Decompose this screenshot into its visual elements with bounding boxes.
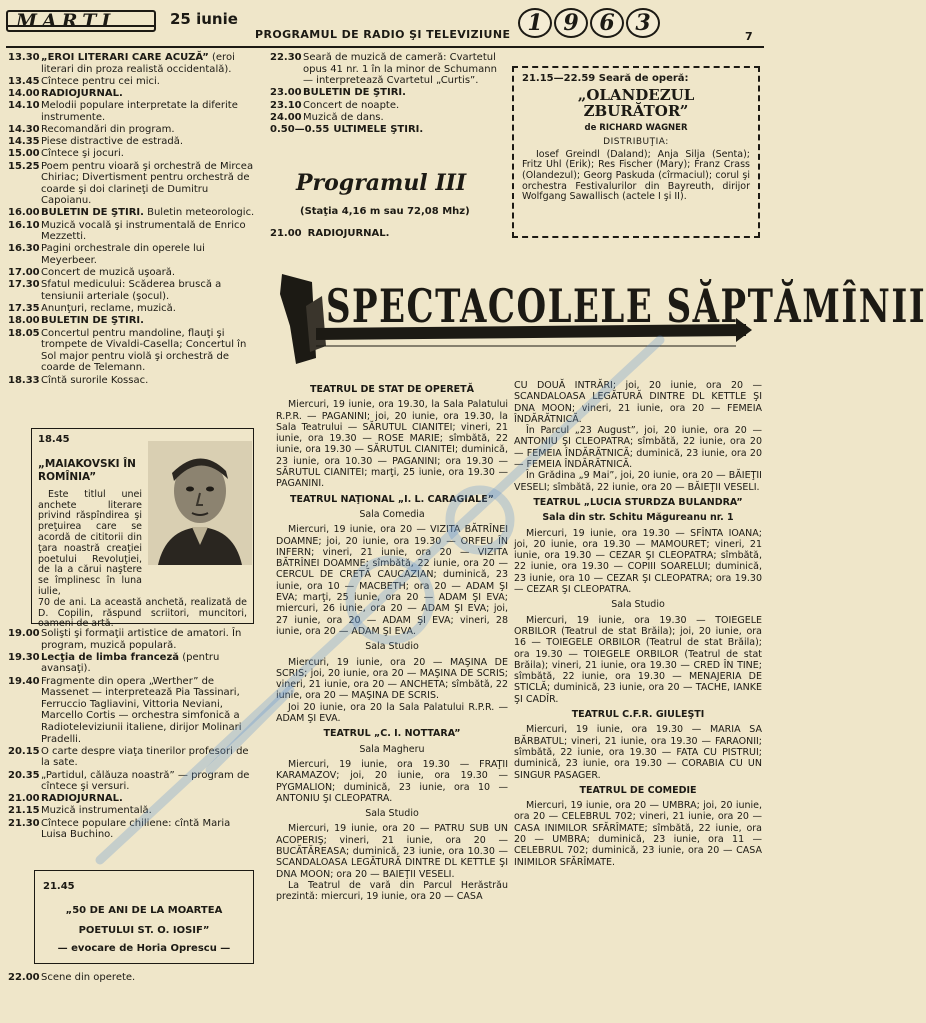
maiakovski-box bbox=[31, 428, 254, 630]
schedule-paragraph: Miercuri, 19 iunie, ora 19.30 — MARIA SA BĂRBATUL; vineri, 21 iunie, ora 19.30 — FARAONII; sîmbătă, 22 iunie, ora 19.30 — FATA CU PISTRUI; duminică, 23 iunie, ora 19.30 — CORABIA CU UN SINGUR PASAGER. bbox=[514, 724, 762, 781]
box-text-continued: 70 de ani. La această anchetă, realizată de D. Copilin, răspund scriitori, muncitori, oameni de artă. bbox=[38, 596, 247, 630]
program-entry bbox=[8, 220, 256, 243]
box-time: 21.45 bbox=[43, 881, 75, 892]
entry-time: 14.30 bbox=[8, 123, 40, 135]
entry-text-part: Melodii populare interpretate la diferite instrumente. bbox=[41, 100, 238, 123]
schedule-paragraph: În Parcul „23 August”, joi, 20 iunie, ora 20 — ANTONIU ŞI CLEOPATRA; sîmbătă, 22 iunie, ora 20 — FEMEIA ÎNDĂRĂTNICĂ; duminică, 23 iunie, ora 20 — FEMEIA ÎNDĂRĂTNICĂ. bbox=[514, 425, 762, 471]
program-entry bbox=[270, 124, 502, 136]
entry-time: 14.00 bbox=[8, 87, 40, 99]
entry-text bbox=[41, 676, 256, 746]
entry-text-part: Cîntece populare chiliene: cîntă Maria Luisa Buchino. bbox=[41, 817, 231, 841]
entry-text-part: Poem pentru vioară şi orchestră de Mircea Chiriac; Divertisment pentru orchestră de coarde şi doi clarineţi de Dumitru Capoianu. bbox=[41, 160, 254, 207]
hall-heading: Sala din str. Schitu Măgureanu nr. 1 bbox=[542, 512, 734, 524]
program-entry bbox=[8, 207, 256, 219]
entry-text bbox=[41, 770, 256, 793]
schedule-paragraph: Miercuri, 19 iunie, ora 20 — VIZITA BĂTRÎNEI DOAMNE; joi, 20 iunie, ora 19.30 — ORFEU ÎN INFERN; vineri, 21 iunie, ora 20 — VIZITA BĂTRÎNEI DOAMNE; sîmbătă, 22 iunie, ora 20 — CERCUL DE CRETĂ CAUCAZIAN; duminică, 23 iunie, ora 10 — MACBETH; ora 20 — ADAM ŞI EVA; marţi, 25 iunie, ora 20 — ADAM ŞI EVA; miercuri, 26 iunie, ora 20 — ADAM ŞI EVA; joi, 27 iunie, ora 20 — ADAM ŞI EVA; vineri, 28 iunie, ora 20 — ADAM ŞI EVA. bbox=[276, 524, 508, 637]
program-entry bbox=[270, 87, 502, 99]
program-entry bbox=[8, 793, 256, 805]
entry-text bbox=[41, 375, 256, 387]
masthead-logo: MARTI bbox=[6, 10, 156, 32]
entry-time: 19.30 bbox=[8, 651, 40, 663]
entry-text bbox=[41, 972, 256, 984]
entry-text bbox=[303, 100, 502, 112]
entry-time: 15.25 bbox=[8, 160, 40, 172]
box-title: „50 DE ANI DE LA MOARTEA POETULUI ST. O. IOSIF” bbox=[65, 905, 223, 936]
entry-text-part: Cîntă surorile Kossac. bbox=[41, 374, 149, 386]
entry-time: 23.10 bbox=[270, 99, 302, 111]
entry-time: 22.30 bbox=[270, 52, 302, 63]
entry-time: 15.00 bbox=[8, 148, 40, 160]
spectacole-banner bbox=[276, 266, 926, 368]
schedule-paragraph: Miercuri, 19 iunie, ora 20 — UMBRA; joi, 20 iunie, ora 20 — CELEBRUL 702; vineri, 21 iunie, ora 20 — CASA INIMILOR SFĂRÎMATE; sîmbătă, 22 iunie, ora 20 — UMBRA; duminică, 23 iunie, ora 11 — CELEBRUL 702; duminică, 23 iunie, ora 20 — CASA INIMILOR SFĂRÎMATE. bbox=[514, 800, 762, 868]
entry-text-part: Fragmente din opera „Werther” de Massenet — interpretează Pia Tassinari, Ferruccio Tagliavini, Vittoria Neviani, Marcello Cortis — orchestra simfonică a Radioteleviziunii italiene, dirijor Molinari Pradelli. bbox=[41, 675, 242, 745]
entry-text-part: BULETIN DE ŞTIRI. bbox=[303, 87, 406, 99]
program-entry bbox=[8, 148, 256, 160]
page-number: 7 bbox=[745, 30, 753, 43]
entry-time: 21.00 bbox=[8, 793, 40, 805]
program-entry bbox=[8, 818, 256, 841]
entry-text-part: Buletin meteorologic. bbox=[143, 207, 255, 219]
entry-text-part: RADIOJURNAL. bbox=[41, 793, 123, 805]
theatre-heading: TEATRUL DE STAT DE OPERETĂ bbox=[310, 384, 474, 395]
schedule-paragraph: Miercuri, 19 iunie, ora 19.30 — SFÎNTA IOANA; joi, 20 iunie, ora 19.30 — MAMOURET; vineri, 21 iunie, ora 19.30 — CEZAR ŞI CLEOPATRA; sîmbătă, 22 iunie, ora 19.30 — COPIII SOARELUI; duminică, 23 iunie, ora 10 — CEZAR ŞI CLEOPATRA; ora 19.30 — CEZAR ŞI CLEOPATRA. bbox=[514, 527, 762, 596]
entry-text bbox=[41, 315, 256, 327]
entry-text-part: Recomandări din program. bbox=[41, 123, 175, 135]
entry-text-part: ULTIMELE ŞTIRI. bbox=[333, 123, 424, 135]
program-entry bbox=[8, 136, 256, 148]
program-entry bbox=[8, 161, 256, 207]
entry-time: 18.00 bbox=[8, 315, 40, 327]
entry-text-part: Concert de muzică uşoară. bbox=[41, 267, 176, 279]
entry-text-part: (pentru avansaţi). bbox=[41, 651, 220, 675]
entry-text bbox=[41, 267, 256, 279]
entry-text bbox=[41, 279, 256, 302]
entry-text-part: Seară de muzică de cameră: Cvartetul opus 41 nr. 1 în la minor de Schumann — interpretează Cvartetul „Curtis”. bbox=[303, 52, 497, 87]
schedule-paragraph: Joi 20 iunie, ora 20 la Sala Palatului R.P.R. — ADAM ŞI EVA. bbox=[276, 701, 508, 725]
schedule-paragraph: Miercuri, 19 iunie, ora 20 — MAŞINA DE SCRIS; joi, 20 iunie, ora 20 — MAŞINA DE SCRIS; vineri, 21 iunie, ora 20 — ANCHETA; sîmbătă, 22 iunie, ora 20 — MAŞINA DE SCRIS. bbox=[276, 656, 508, 702]
program-entry bbox=[8, 972, 256, 984]
program-entry bbox=[8, 76, 256, 88]
entry-time: 24.00 bbox=[270, 111, 302, 123]
program-entry bbox=[8, 676, 256, 746]
entry-text-part: Muzică vocală şi instrumentală de Enrico Mezzetti. bbox=[41, 219, 246, 243]
entry-time: 20.15 bbox=[8, 745, 40, 757]
entry-text bbox=[41, 818, 256, 841]
entry-text bbox=[41, 628, 256, 651]
entry-text-part: RADIOJURNAL. bbox=[41, 87, 123, 99]
entry-time: 16.10 bbox=[8, 219, 40, 231]
hall-heading: Sala Comedia bbox=[359, 508, 425, 520]
program-entry bbox=[8, 805, 256, 817]
opera-intro: 21.15—22.59 Seară de operă: bbox=[522, 73, 689, 84]
hall-heading: Sala Studio bbox=[611, 599, 665, 611]
theatre-heading: TEATRUL DE COMEDIE bbox=[579, 784, 697, 796]
entry-time: 21.30 bbox=[8, 817, 40, 829]
entry-text bbox=[41, 243, 256, 266]
header-divider bbox=[6, 46, 764, 48]
schedule-paragraph: CU DOUĂ INTRĂRI; joi, 20 iunie, ora 20 — SCANDALOASA LEGĂTURĂ DINTRE DL KETTLE ŞI DNA MOON; vineri, 21 iunie, ora 20 — FEMEIA ÎNDĂRĂTNICĂ. bbox=[514, 380, 762, 425]
entry-text bbox=[41, 52, 256, 75]
entry-time: 17.30 bbox=[8, 279, 40, 291]
radio-program-left-evening bbox=[8, 628, 256, 841]
schedule-paragraph: La Teatrul de vară din Parcul Herăstrău prezintă: miercuri, 19 iunie, ora 20 — CASA bbox=[276, 879, 508, 903]
theatre-heading: TEATRUL NAŢIONAL „I. L. CARAGIALE” bbox=[290, 493, 494, 505]
program-entry bbox=[8, 652, 256, 675]
iosif-box bbox=[34, 870, 254, 964]
entry-text-part: Solişti şi formaţii artistice de amatori. În program, muzică populară. bbox=[41, 628, 242, 651]
entry-time: 19.00 bbox=[8, 628, 40, 639]
entry-time: 19.40 bbox=[8, 675, 40, 687]
entry-text-part: Muzică instrumentală. bbox=[41, 805, 152, 817]
theatre-column-left bbox=[276, 380, 508, 902]
schedule-paragraph: Miercuri, 19 iunie, ora 19.30 — TOIEGELE ORBILOR (Teatrul de stat Brăila); joi, 20 iunie, ora 16 — TOIEGELE ORBILOR (Teatrul de stat Brăila); ora 19.30 — TOIEGELE ORBILOR (Teatrul de stat Brăila); vineri, 21 iunie, ora 19.30 — CRED ÎN TINE; sîmbătă, 22 iunie, ora 19.30 — MENAJERIA DE STICLĂ; duminică, 23 iunie, ora 20 — TACHE, IANKE ŞI CADÎR. bbox=[514, 614, 762, 705]
program-entry bbox=[8, 88, 256, 100]
entry-time: 0.50—0.55 bbox=[270, 123, 330, 135]
opera-title-line: ZBURĂTOR” bbox=[583, 101, 689, 120]
theatre-heading: TEATRUL „C. I. NOTTARA” bbox=[323, 728, 461, 740]
entry-text bbox=[41, 652, 256, 675]
opera-box bbox=[512, 66, 760, 238]
schedule-paragraph: Miercuri, 19 iunie, ora 20 — PATRU SUB UN ACOPERIŞ; vineri, 21 iunie, ora 20 — BUCĂTĂREASA; duminică, 23 iunie, ora 10.30 — SCANDALOASA LEGĂTURĂ DINTRE DL KETTLE ŞI DNA MOON; ora 20 — BAIEŢII VESELI. bbox=[276, 823, 508, 880]
hall-heading: Sala Studio bbox=[365, 641, 419, 653]
entry-time: 16.00 bbox=[8, 207, 40, 219]
entry-text bbox=[41, 220, 256, 243]
program-entry bbox=[8, 315, 256, 327]
entry-text-part: Piese distractive de estradă. bbox=[41, 136, 184, 148]
banner-title: SPECTACOLELE SĂPTĂMÎNII bbox=[326, 280, 926, 334]
program-entry bbox=[8, 100, 256, 123]
entry-text-part: (eroi literari din proza realistă occidentală). bbox=[41, 52, 235, 75]
entry-time: 23.00 bbox=[270, 87, 302, 99]
program3-subtitle: (Staţia 4,16 m sau 72,08 Mhz) bbox=[300, 206, 470, 217]
entry-text bbox=[41, 100, 256, 123]
year-badge bbox=[518, 8, 660, 38]
entry-text-part: „Partidul, călăuza noastră” — program de cîntece şi versuri. bbox=[41, 769, 250, 793]
entry-text-part: Muzică de dans. bbox=[303, 111, 384, 123]
entry-text-part: „EROI LITERARI CARE ACUZĂ” bbox=[41, 52, 209, 63]
radio-program-left-late bbox=[8, 972, 256, 984]
hall-heading: Sala Studio bbox=[365, 808, 419, 820]
opera-composer: de RICHARD WAGNER bbox=[584, 122, 688, 133]
box-subtitle: — evocare de Horia Oprescu — bbox=[57, 943, 231, 954]
entry-text bbox=[41, 88, 256, 100]
entry-text bbox=[303, 87, 502, 99]
entry-text-part: O carte despre viaţa tinerilor profesori de la sate. bbox=[41, 745, 249, 769]
year-digit: 3 bbox=[626, 8, 660, 38]
entry-time: 18.33 bbox=[8, 374, 40, 386]
entry-text-part: Pagini orchestrale din operele lui Meyerbeer. bbox=[41, 243, 205, 267]
entry-text bbox=[41, 76, 256, 88]
program3-entry bbox=[270, 228, 389, 239]
masthead bbox=[6, 8, 156, 38]
entry-text bbox=[41, 148, 256, 160]
program-entry bbox=[8, 770, 256, 793]
entry-time: 16.30 bbox=[8, 243, 40, 255]
entry-text bbox=[41, 793, 256, 805]
schedule-paragraph: În Grădina „9 Mai”, joi, 20 iunie, ora 20 — BĂIEŢII VESELI; sîmbătă, 22 iunie, ora 20 — BĂIEŢII VESELI. bbox=[514, 470, 762, 493]
program-entry bbox=[270, 100, 502, 112]
entry-text bbox=[41, 746, 256, 769]
program3-title: Programul III bbox=[296, 170, 467, 196]
year-digit: 6 bbox=[590, 8, 624, 38]
entry-time: 22.00 bbox=[8, 972, 40, 983]
entry-text-part: Scene din operete. bbox=[41, 972, 136, 983]
entry-text-part: Concertul pentru mandoline, flauţi şi trompete de Vivaldi-Casella; Concertul în Sol major pentru violă şi orchestră de coarde de Telemann. bbox=[41, 327, 247, 374]
cast-heading: DISTRIBUŢIA: bbox=[603, 137, 669, 148]
entry-time: 13.30 bbox=[8, 52, 40, 63]
box-text: Este titlul unei anchete literare privind răspîndirea şi preţuirea care se acordă de cititorii din ţara noastră creaţiei poetului Revoluţiei, de la a cărui naştere se împlinesc în luna iulie, bbox=[38, 488, 142, 597]
schedule-paragraph: Miercuri, 19 iunie, ora 19.30, la Sala Palatului R.P.R. — PAGANINI; joi, 20 iunie, ora 19.30, la Sala Teatrului — SĂRUTUL CIANITEI; vineri, 21 iunie, ora 19.30 — ROSE MARIE; sîmbătă, 22 iunie, ora 19.30 — SĂRUTUL CIANITEI; duminică, 23 iunie, ora 10.30 — PAGANINI; ora 19.30 — SĂRUTUL CIANITEI; marţi, 25 iunie, ora 19.30 — PAGANINI. bbox=[276, 399, 508, 490]
program-entry bbox=[8, 52, 256, 75]
entry-text-part: Anunţuri, reclame, muzică. bbox=[41, 303, 176, 315]
theatre-column-right bbox=[514, 380, 762, 868]
entry-time: 17.00 bbox=[8, 267, 40, 279]
entry-text-part: Concert de noapte. bbox=[303, 99, 400, 111]
program-entry bbox=[270, 112, 502, 124]
entry-text-part: Sfatul medicului: Scăderea bruscă a tensiunii arteriale (şocul). bbox=[41, 279, 222, 302]
program-entry bbox=[8, 243, 256, 266]
issue-date: 25 iunie bbox=[170, 10, 238, 28]
cast-text: Iosef Greindl (Daland); Anja Silja (Senta); Fritz Uhl (Erik); Res Fischer (Mary); Franz Crass (Olandezul); Georg Paskuda (cîrmaciul); corul şi orchestra Festivalurilor din Bayreuth, dirijor Wolfgang Sawallisch (actele I şi II). bbox=[522, 148, 750, 203]
theatre-heading: TEATRUL C.F.R. GIULEŞTI bbox=[571, 709, 705, 721]
box-title: „MAIAKOVSKI ÎN ROMÎNIA” bbox=[38, 457, 136, 483]
entry-text bbox=[41, 124, 256, 136]
program-entry bbox=[270, 52, 502, 87]
program-entry bbox=[8, 328, 256, 374]
entry-time: 21.00 bbox=[270, 228, 302, 239]
entry-time: 17.35 bbox=[8, 303, 40, 315]
entry-time: 21.15 bbox=[8, 805, 40, 817]
program-entry bbox=[8, 303, 256, 315]
program-entry bbox=[8, 124, 256, 136]
opera-title bbox=[522, 87, 750, 119]
entry-text-part: BULETIN DE ŞTIRI. bbox=[41, 207, 144, 219]
entry-time: 18.05 bbox=[8, 327, 40, 339]
program-entry bbox=[8, 375, 256, 387]
year-digit: 9 bbox=[554, 8, 588, 38]
entry-text bbox=[41, 805, 256, 817]
entry-time: 13.45 bbox=[8, 75, 40, 87]
program-entry bbox=[8, 746, 256, 769]
entry-text bbox=[41, 328, 256, 374]
entry-time: 14.10 bbox=[8, 100, 40, 112]
program-entry bbox=[8, 628, 256, 651]
entry-text-part: Lecţia de limba franceză bbox=[41, 651, 180, 663]
opera-title-line: „OLANDEZUL bbox=[577, 85, 695, 104]
portrait-image bbox=[148, 441, 252, 565]
entry-text bbox=[41, 303, 256, 315]
entry-time: 14.35 bbox=[8, 136, 40, 148]
entry-text-part: BULETIN DE ŞTIRI. bbox=[41, 315, 144, 327]
schedule-paragraph: Miercuri, 19 iunie, ora 19.30 — FRAŢII KARAMAZOV; joi, 20 iunie, ora 19.30 — PYGMALION; duminică, 23 iunie, ora 10 — ANTONIU ŞI CLEOPATRA. bbox=[276, 758, 508, 804]
program-entry bbox=[8, 267, 256, 279]
theatre-heading: TEATRUL „LUCIA STURDZA BULANDRA” bbox=[533, 496, 743, 508]
year-digit: 1 bbox=[518, 8, 552, 38]
entry-text bbox=[303, 52, 502, 87]
entry-text bbox=[41, 207, 256, 219]
radio-program-left bbox=[8, 52, 256, 387]
box-time: 18.45 bbox=[38, 434, 70, 445]
entry-text bbox=[303, 112, 502, 124]
entry-text-part: Cîntece pentru cei mici. bbox=[41, 75, 160, 87]
entry-text: RADIOJURNAL. bbox=[307, 228, 390, 239]
entry-text bbox=[41, 136, 256, 148]
page-title: PROGRAMUL DE RADIO ŞI TELEVIZIUNE bbox=[255, 28, 511, 41]
entry-text bbox=[333, 124, 502, 136]
program-entry bbox=[8, 279, 256, 302]
radio-program-mid bbox=[270, 52, 502, 136]
entry-time: 20.35 bbox=[8, 769, 40, 781]
entry-text bbox=[41, 161, 256, 207]
hall-heading: Sala Magheru bbox=[359, 743, 425, 755]
entry-text-part: Cîntece şi jocuri. bbox=[41, 148, 124, 160]
